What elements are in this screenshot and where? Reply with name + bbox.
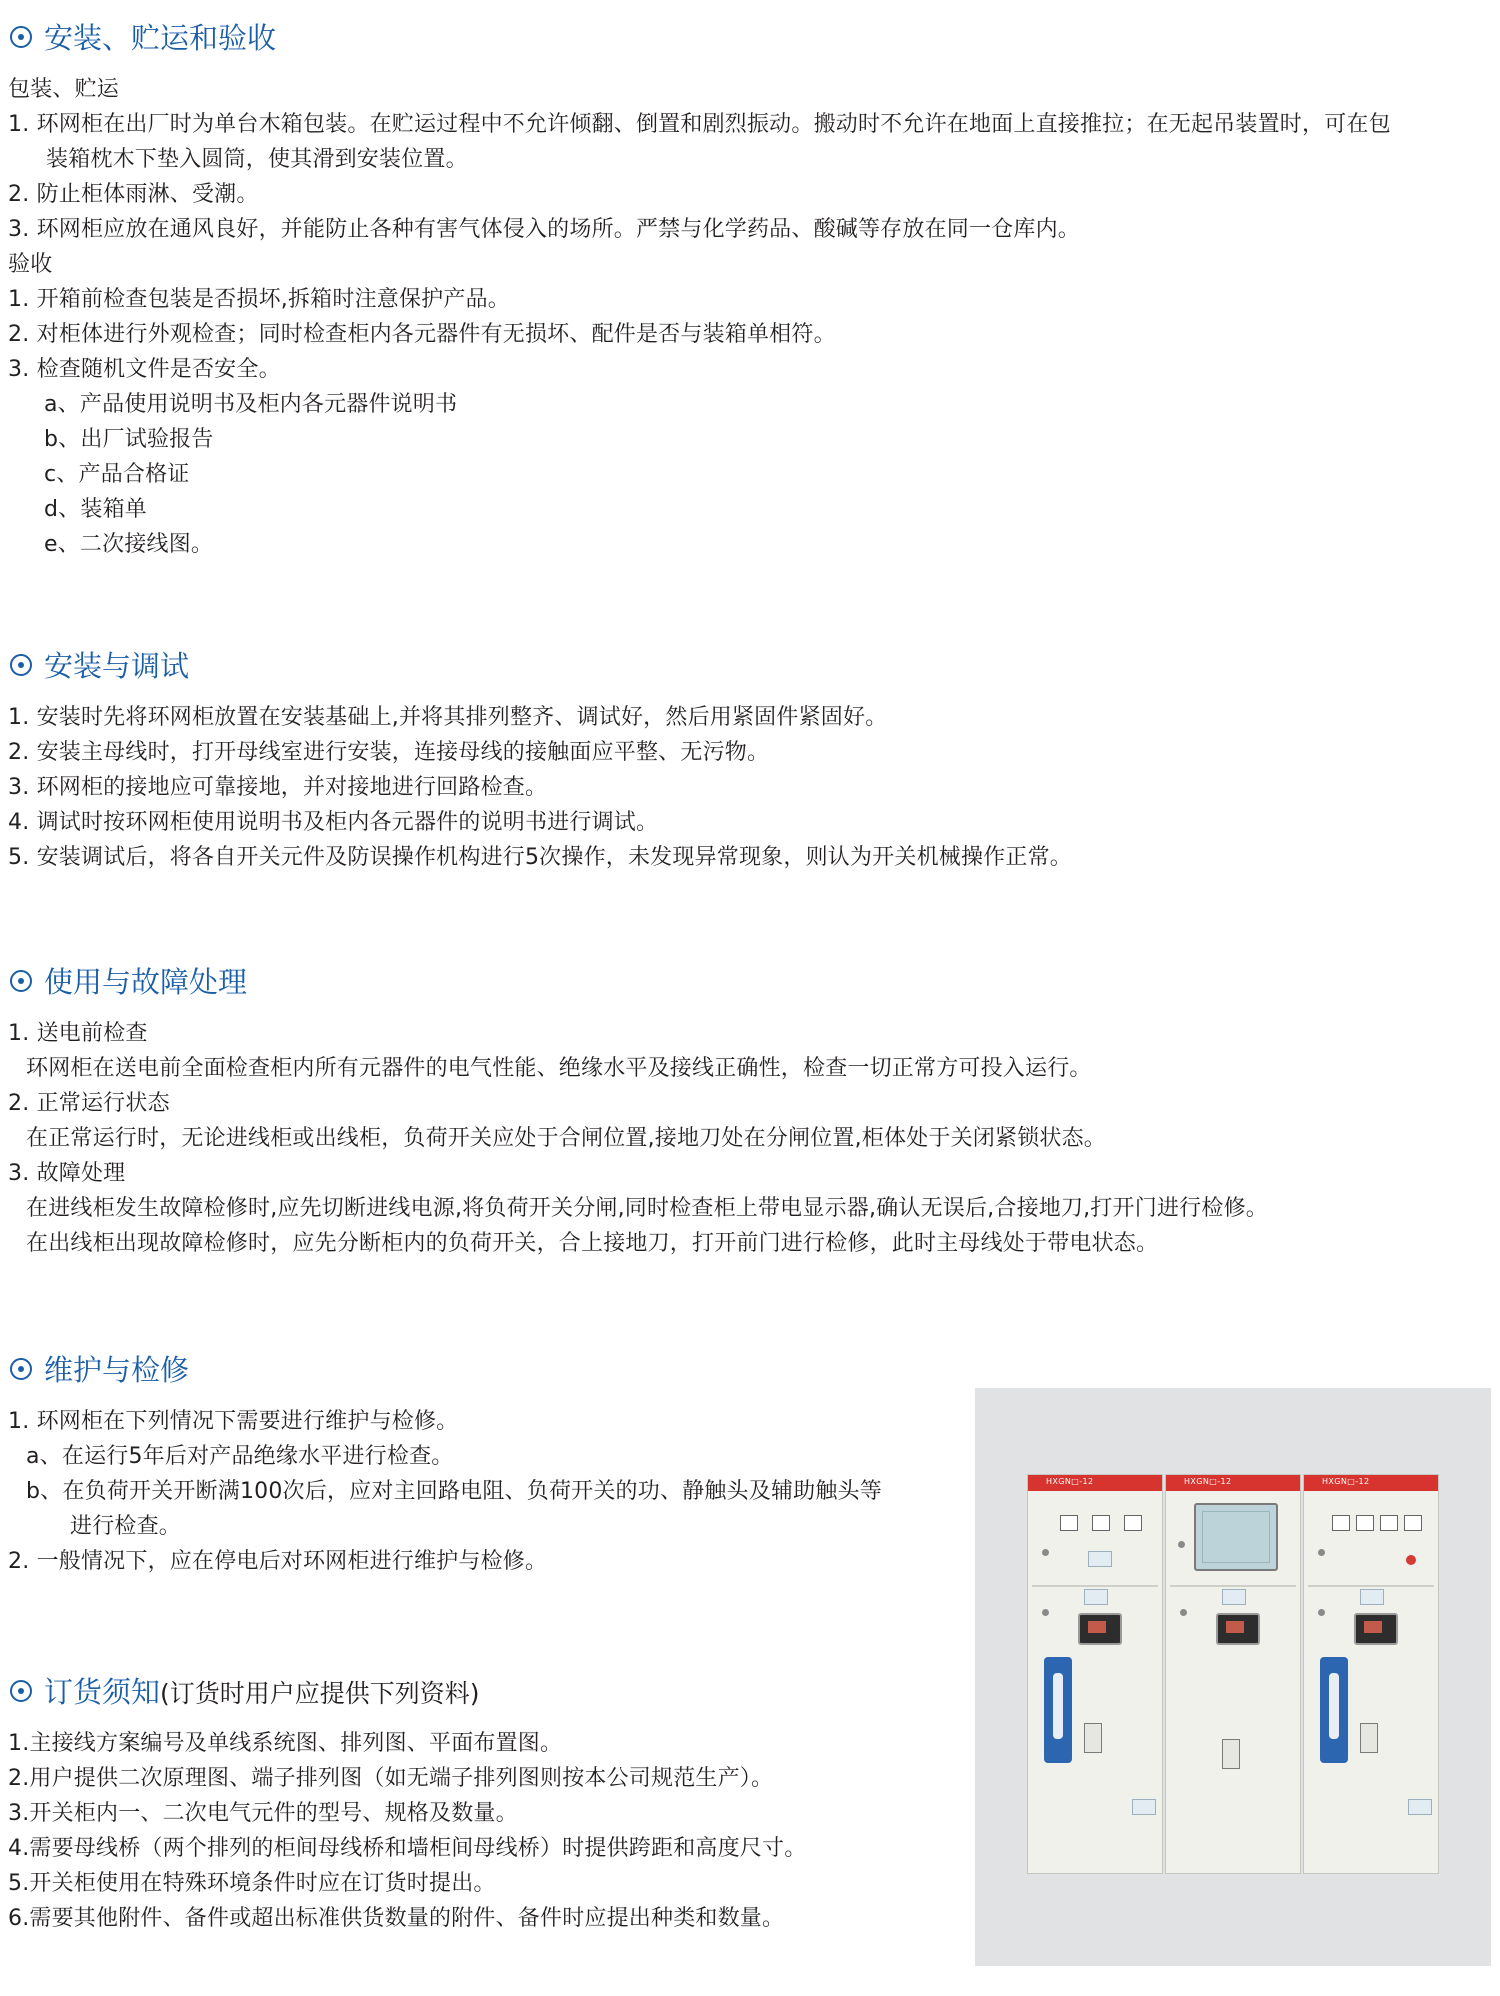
cabinet-model-label: HXGN□-12 xyxy=(1046,1477,1094,1486)
sub-list-item: a、产品使用说明书及柜内各元器件说明书 xyxy=(44,392,458,417)
sub-list-item-continued: 进行检查。 xyxy=(70,1514,182,1539)
switchgear-cabinet xyxy=(1165,1474,1301,1874)
list-item: 3. 故障处理 xyxy=(8,1161,126,1186)
section-title-ordering: 订货须知(订货时用户应提供下列资料) xyxy=(10,1672,480,1714)
circle-bullet-icon xyxy=(10,1680,32,1702)
circle-bullet-icon xyxy=(10,970,32,992)
circle-bullet-icon xyxy=(10,654,32,676)
sub-list-item: b、出厂试验报告 xyxy=(44,427,214,452)
list-item-detail: 在出线柜出现故障检修时，应先分断柜内的负荷开关，合上接地刀，打开前门进行检修，此时主母线处于带电状态。 xyxy=(26,1231,1159,1256)
list-item: 3. 环网柜应放在通风良好，并能防止各种有害气体侵入的场所。严禁与化学药品、酸碱等存放在同一仓库内。 xyxy=(8,217,1080,242)
circle-bullet-icon xyxy=(10,1358,32,1380)
list-item: 1. 安装时先将环网柜放置在安装基础上,并将其排列整齐、调试好，然后用紧固件紧固好。 xyxy=(8,705,888,730)
product-photo-switchgear xyxy=(975,1388,1491,1966)
list-item: 4.需要母线桥（两个排列的柜间母线桥和墙柜间母线桥）时提供跨距和高度尺寸。 xyxy=(8,1836,807,1861)
list-item: 3. 检查随机文件是否安全。 xyxy=(8,357,281,382)
list-item: 2. 防止柜体雨淋、受潮。 xyxy=(8,182,259,207)
list-item-detail: 在正常运行时，无论进线柜或出线柜，负荷开关应处于合闸位置,接地刀处在分闸位置,柜体处于关闭紧锁状态。 xyxy=(26,1126,1106,1151)
sub-list-item: a、在运行5年后对产品绝缘水平进行检查。 xyxy=(26,1444,454,1469)
switchgear-cabinet xyxy=(1303,1474,1439,1874)
list-item: 3.开关柜内一、二次电气元件的型号、规格及数量。 xyxy=(8,1801,518,1826)
sub-list-item: e、二次接线图。 xyxy=(44,532,214,557)
section-subtitle: (订货时用户应提供下列资料) xyxy=(160,1679,480,1708)
list-item: 2.用户提供二次原理图、端子排列图（如无端子排列图则按本公司规范生产）。 xyxy=(8,1766,774,1791)
sub-list-item: b、在负荷开关开断满100次后，应对主回路电阻、负荷开关的功、静触头及辅助触头等 xyxy=(26,1479,882,1504)
list-item: 2. 一般情况下，应在停电后对环网柜进行维护与检修。 xyxy=(8,1549,548,1574)
list-item: 1. 送电前检查 xyxy=(8,1021,148,1046)
circle-bullet-icon xyxy=(10,26,32,48)
cabinet-model-label: HXGN□-12 xyxy=(1322,1477,1370,1486)
section-title-installation: 安装与调试 xyxy=(10,646,189,686)
inspection-window-icon xyxy=(1194,1503,1278,1571)
list-item: 2. 正常运行状态 xyxy=(8,1091,170,1116)
mimic-panel-icon xyxy=(1320,1657,1348,1763)
list-item: 2. 对柜体进行外观检查；同时检查柜内各元器件有无损坏、配件是否与装箱单相符。 xyxy=(8,322,836,347)
subheading-inspection: 验收 xyxy=(8,252,53,277)
list-item: 1. 环网柜在出厂时为单台木箱包装。在贮运过程中不允许倾翻、倒置和剧烈振动。搬动时不允许在地面上直接推拉；在无起吊装置时，可在包 xyxy=(8,112,1391,137)
sub-list-item: d、装箱单 xyxy=(44,497,147,522)
list-item: 1. 开箱前检查包装是否损坏,拆箱时注意保护产品。 xyxy=(8,287,510,312)
list-item-detail: 环网柜在送电前全面检查柜内所有元器件的电气性能、绝缘水平及接线正确性，检查一切正常方可投入运行。 xyxy=(26,1056,1092,1081)
switchgear-cabinet xyxy=(1027,1474,1163,1874)
list-item: 3. 环网柜的接地应可靠接地，并对接地进行回路检查。 xyxy=(8,775,548,800)
list-item: 1. 环网柜在下列情况下需要进行维护与检修。 xyxy=(8,1409,459,1434)
list-item: 5.开关柜使用在特殊环境条件时应在订货时提出。 xyxy=(8,1871,496,1896)
list-item: 5. 安装调试后，将各自开关元件及防误操作机构进行5次操作，未发现异常现象，则认为开关机械操作正常。 xyxy=(8,845,1072,870)
sub-list-item: c、产品合格证 xyxy=(44,462,190,487)
list-item: 4. 调试时按环网柜使用说明书及柜内各元器件的说明书进行调试。 xyxy=(8,810,659,835)
section-title-storage: 安装、贮运和验收 xyxy=(10,18,276,58)
list-item: 1.主接线方案编号及单线系统图、排列图、平面布置图。 xyxy=(8,1731,563,1756)
list-item-continued: 装箱枕木下垫入圆筒，使其滑到安装位置。 xyxy=(46,147,468,172)
list-item: 2. 安装主母线时，打开母线室进行安装，连接母线的接触面应平整、无污物。 xyxy=(8,740,770,765)
section-title-maintenance: 维护与检修 xyxy=(10,1350,189,1390)
subheading-packaging: 包装、贮运 xyxy=(8,77,120,102)
list-item-detail: 在进线柜发生故障检修时,应先切断进线电源,将负荷开关分闸,同时检查柜上带电显示器,确认无误后,合接地刀,打开门进行检修。 xyxy=(26,1196,1268,1221)
mimic-panel-icon xyxy=(1044,1657,1072,1763)
cabinet-model-label: HXGN□-12 xyxy=(1184,1477,1232,1486)
list-item: 6.需要其他附件、备件或超出标准供货数量的附件、备件时应提出种类和数量。 xyxy=(8,1906,785,1931)
emergency-button-icon xyxy=(1404,1553,1418,1567)
section-title-usage: 使用与故障处理 xyxy=(10,962,247,1002)
